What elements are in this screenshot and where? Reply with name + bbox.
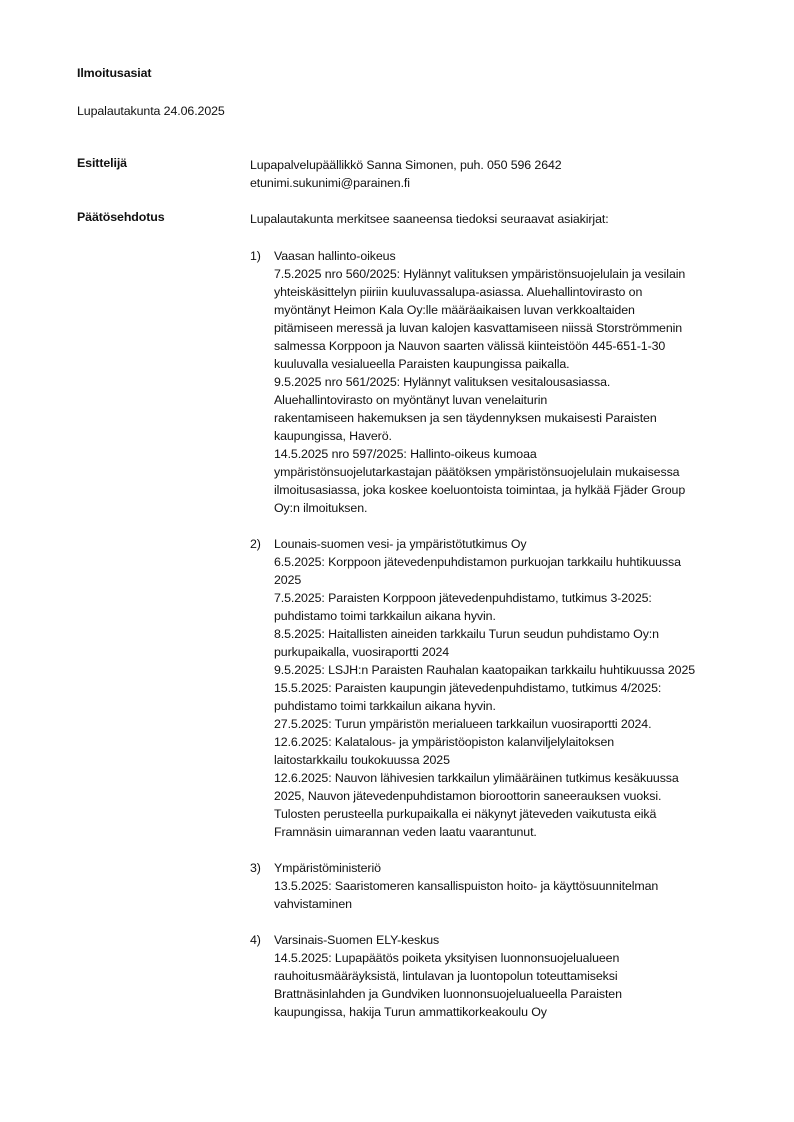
list-item (250, 535, 740, 841)
list-item-line: Aluehallintovirasto on myöntänyt luvan venelaiturin (274, 393, 548, 407)
list-item-line: pitämiseen meressä ja luvan kalojen kasvattamiseen niissä Storströmmenin (274, 321, 683, 335)
list-item-line: 2025 (274, 573, 302, 587)
list-item-line: 7.5.2025: Paraisten Korppoon jätevedenpuhdistamo, tutkimus 3-2025: (274, 591, 652, 605)
list-item-title: Vaasan hallinto-oikeus (274, 249, 396, 263)
proposal-text (250, 210, 740, 228)
meeting-date: Lupalautakunta 24.06.2025 (77, 104, 225, 118)
list-item-line: myöntänyt Heimon Kala Oy:lle määräaikaisen luvan verkkoaltaiden (274, 303, 635, 317)
list-item-line: 14.5.2025 nro 597/2025: Hallinto-oikeus kumoaa (274, 447, 537, 461)
list-item-content (274, 247, 740, 517)
list-item-number: 3) (250, 861, 261, 875)
list-item-line: 15.5.2025: Paraisten kaupungin jätevedenpuhdistamo, tutkimus 4/2025: (274, 681, 662, 695)
list-item (250, 931, 740, 1021)
presenter-name: Lupapalvelupäällikkö Sanna Simonen, puh. 050 596 2642 (250, 158, 562, 172)
list-item-line: kuuluvalla vesialueella Paraisten kaupungissa paikalla. (274, 357, 570, 371)
list-item-line: Oy:n ilmoituksen. (274, 501, 368, 515)
list-item-line: 12.6.2025: Kalatalous- ja ympäristöopiston kalanviljelylaitoksen (274, 735, 615, 749)
list-item-title: Ympäristöministeriö (274, 861, 381, 875)
list-item-line: puhdistamo toimi tarkkailun aikana hyvin. (274, 699, 496, 713)
list-item-line: 8.5.2025: Haitallisten aineiden tarkkailu Turun seudun puhdistamo Oy:n (274, 627, 659, 641)
list-item-content (274, 859, 740, 913)
list-item-line: puhdistamo toimi tarkkailun aikana hyvin. (274, 609, 496, 623)
list-item-line: 6.5.2025: Korppoon jätevedenpuhdistamon purkuojan tarkkailu huhtikuussa (274, 555, 681, 569)
list-item-line: Tulosten perusteella purkupaikalla ei näkynyt jäteveden vaikutusta eikä (274, 807, 657, 821)
list-item-title: Lounais-suomen vesi- ja ympäristötutkimus Oy (274, 537, 527, 551)
list-item-line: salmessa Korppoon ja Nauvon saarten välissä kiinteistöön 445-651-1-30 (274, 339, 666, 353)
list-item-number: 4) (250, 933, 261, 947)
list-item-line: 27.5.2025: Turun ympäristön merialueen tarkkailun vuosiraportti 2024. (274, 717, 652, 731)
list-item-content (274, 931, 740, 1021)
list-item-line: 7.5.2025 nro 560/2025: Hylännyt valituksen ympäristönsuojelulain ja vesilain (274, 267, 686, 281)
list-item-line: rauhoitusmääräyksistä, lintulavan ja luontopolun toteuttamiseksi (274, 969, 618, 983)
list-item-line: laitostarkkailu toukokuussa 2025 (274, 753, 450, 767)
list-item-line: vahvistaminen (274, 897, 352, 911)
list-item-line: rakentamiseen hakemuksen ja sen täydennyksen mukaisesti Paraisten (274, 411, 657, 425)
list-item-line: kaupungissa, hakija Turun ammattikorkeakoulu Oy (274, 1005, 547, 1019)
list-item-line: ilmoitusasiassa, joka koskee koeluontoista toimintaa, ja hylkää Fjäder Group (274, 483, 686, 497)
proposal-label: Päätösehdotus (77, 210, 165, 224)
list-item-line: ympäristönsuojelutarkastajan päätöksen ympäristönsuojelulain mukaisessa (274, 465, 680, 479)
document-list (250, 247, 740, 1039)
proposal-line: Lupalautakunta merkitsee saaneensa tiedoksi seuraavat asiakirjat: (250, 212, 609, 226)
list-item-line: purkupaikalla, vuosiraportti 2024 (274, 645, 450, 659)
list-item-line: kaupungissa, Haverö. (274, 429, 392, 443)
list-item-number: 2) (250, 537, 261, 551)
presenter-info (250, 156, 740, 192)
list-item-line: Brattnäsinlahden ja Gundviken luonnonsuojelualueella Paraisten (274, 987, 622, 1001)
list-item (250, 859, 740, 913)
list-item-content (274, 535, 740, 841)
list-item-line: 12.6.2025: Nauvon lähivesien tarkkailun ylimääräinen tutkimus kesäkuussa (274, 771, 679, 785)
list-item-number: 1) (250, 249, 261, 263)
list-item-line: 13.5.2025: Saaristomeren kansallispuiston hoito- ja käyttösuunnitelman (274, 879, 659, 893)
presenter-email: etunimi.sukunimi@parainen.fi (250, 176, 410, 190)
list-item-line: 9.5.2025 nro 561/2025: Hylännyt valituksen vesitalousasiassa. (274, 375, 611, 389)
presenter-label: Esittelijä (77, 156, 127, 170)
list-item (250, 247, 740, 517)
list-item-line: yhteiskäsittelyn piiriin kuuluvassalupa-asiassa. Aluehallintovirasto on (274, 285, 643, 299)
list-item-line: Framnäsin uimarannan veden laatu vaarantunut. (274, 825, 537, 839)
list-item-line: 9.5.2025: LSJH:n Paraisten Rauhalan kaatopaikan tarkkailu huhtikuussa 2025 (274, 663, 696, 677)
list-item-title: Varsinais-Suomen ELY-keskus (274, 933, 440, 947)
list-item-line: 14.5.2025: Lupapäätös poiketa yksityisen luonnonsuojelualueen (274, 951, 620, 965)
document-heading: Ilmoitusasiat (77, 66, 152, 80)
list-item-line: 2025, Nauvon jätevedenpuhdistamon bioroottorin saneerauksen vuoksi. (274, 789, 662, 803)
